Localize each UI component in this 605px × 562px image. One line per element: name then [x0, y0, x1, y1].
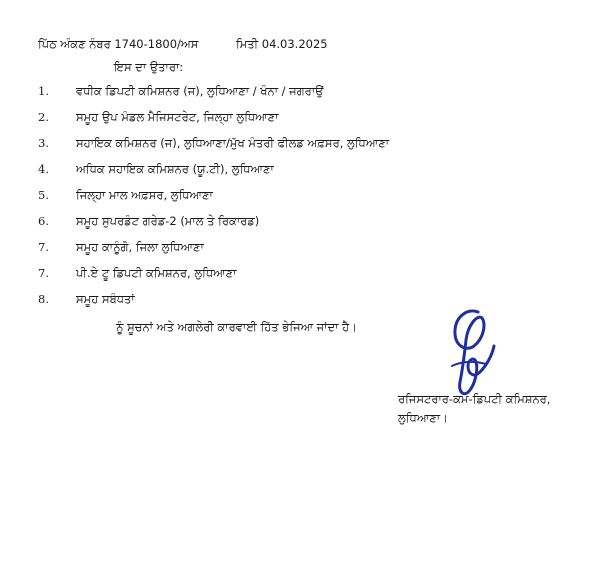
item-text: ਸਮੂਹ ਉਪ ਮੰਡਲ ਮੈਜਿਸਟਰੇਟ, ਜਿਲ੍ਹਾ ਲੁਧਿਆਣਾ [76, 110, 279, 124]
item-text: ਅਧਿਕ ਸਹਾਇਕ ਕਮਿਸ਼ਨਰ (ਯੂ.ਟੀ), ਲੁਧਿਆਣਾ [76, 162, 274, 176]
list-item [0, 292, 605, 312]
item-text: ਸਮੂਹ ਕਾਨੂੰਗੋ, ਜਿਲਾ ਲੁਧਿਆਣਾ [76, 240, 204, 254]
item-number: 1. [38, 84, 49, 98]
signatory-place: ਲੁਧਿਆਣਾ। [398, 411, 448, 425]
reference-number: ਪਿੱਠ ਅੰਕਣ ਨੰਬਰ 1740-1800/ਅਸ [38, 37, 199, 51]
handwritten-signature [438, 306, 508, 402]
document-date: ਮਿਤੀ 04.03.2025 [236, 37, 328, 51]
signatory-designation: ਰਜਿਸਟਰਾਰ-ਕਮ-ਡਿਪਟੀ ਕਮਿਸ਼ਨਰ, [398, 392, 551, 406]
item-number: 3. [38, 136, 49, 150]
item-text: ਪੀ.ਏ ਟੂ ਡਿਪਟੀ ਕਮਿਸ਼ਨਰ, ਲੁਧਿਆਣਾ [76, 266, 237, 280]
item-number: 2. [38, 110, 49, 124]
item-text: ਸਮੂਹ ਸਬੰਧਤਾਂ [76, 292, 135, 306]
item-number: 7. [38, 266, 49, 280]
list-item [0, 162, 605, 182]
item-text: ਸਹਾਇਕ ਕਮਿਸ਼ਨਰ (ਜ), ਲੁਧਿਆਣਾ/ਮੁੱਖ ਮੰਤਰੀ ਫੀਲਡ ਅਫ਼ਸਰ, ਲੁਧਿਆਣਾ [76, 136, 390, 150]
list-item [0, 240, 605, 260]
list-item [0, 266, 605, 286]
item-text: ਜਿਲ੍ਹਾ ਮਾਲ ਅਫ਼ਸਰ, ਲੁਧਿਆਣਾ [76, 188, 213, 202]
list-item [0, 136, 605, 156]
copy-forwarded-line: ਇਸ ਦਾ ਉਤਾਰਾ: [114, 60, 184, 74]
item-number: 7. [38, 240, 49, 254]
list-item [0, 214, 605, 234]
list-item [0, 188, 605, 208]
list-item [0, 84, 605, 104]
list-item [0, 110, 605, 130]
item-number: 6. [38, 214, 49, 228]
item-number: 8. [38, 292, 49, 306]
reference-line [38, 37, 368, 55]
item-text: ਸਮੂਹ ਸੁਪਰਡੰਟ ਗਰੇਡ-2 (ਮਾਲ ਤੇ ਰਿਕਾਰਡ) [76, 214, 260, 228]
signature-block [398, 390, 550, 428]
item-number: 5. [38, 188, 49, 202]
item-text: ਵਧੀਕ ਡਿਪਟੀ ਕਮਿਸ਼ਨਰ (ਜ), ਲੁਧਿਆਣਾ / ਖੰਨਾ / ਜਗਰਾਉਂ [76, 84, 324, 98]
closing-line: ਨੂੰ ਸੂਚਨਾਂ ਅਤੇ ਅਗਲੇਰੀ ਕਾਰਵਾਈ ਹਿੱਤ ਭੇਜਿਆ ਜਾਂਦਾ ਹੈ। [116, 320, 357, 334]
item-number: 4. [38, 162, 49, 176]
